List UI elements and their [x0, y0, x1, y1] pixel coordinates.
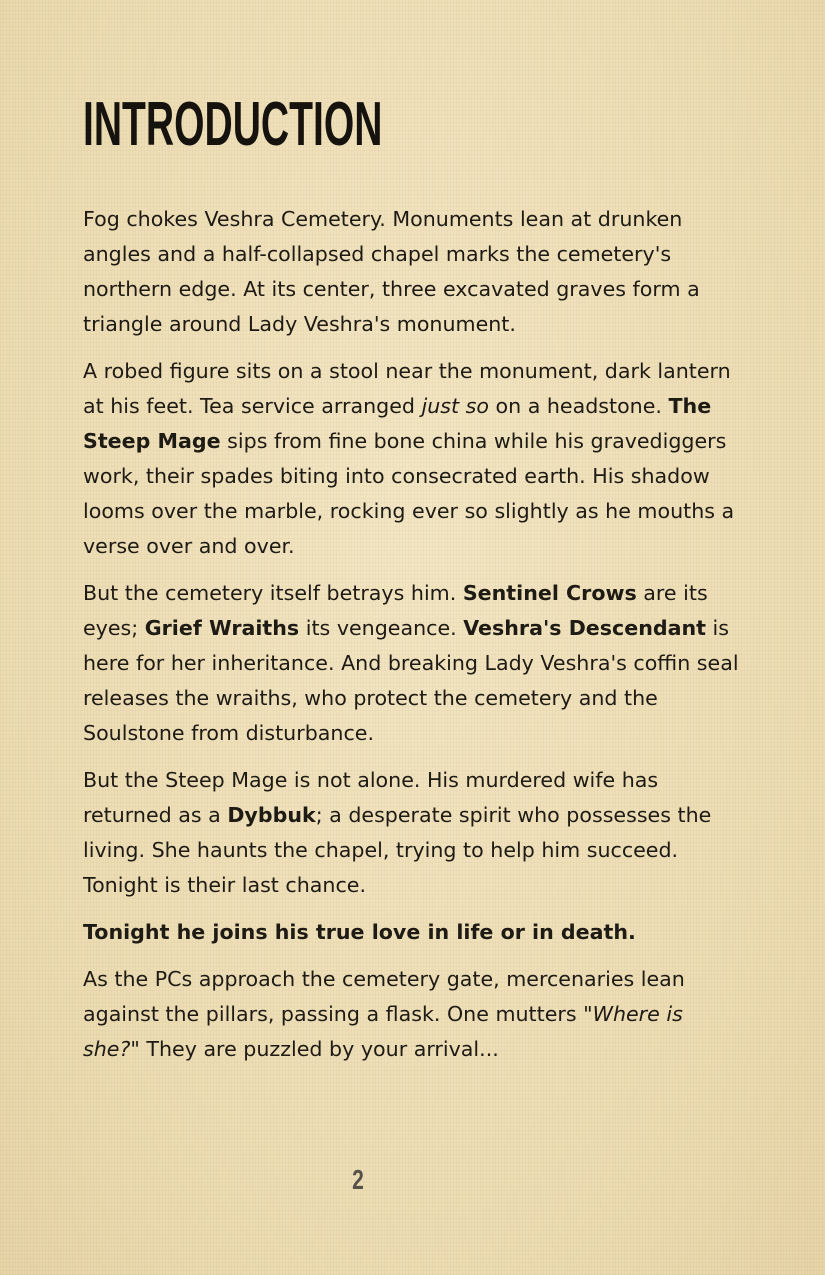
paragraph-text: are its eyes;: [83, 581, 708, 640]
paragraph-text: As the PCs approach the cemetery gate, mercenaries lean against the pillars, passing a flask. One mutters: [83, 967, 685, 1026]
paragraph-text: its vengeance.: [299, 616, 464, 640]
emphasis-quote: "Where is she?": [83, 1002, 683, 1061]
paragraph-robed-figure: [83, 354, 743, 564]
paragraph-text: sips from fine bone china while his gravediggers work, their spades biting into consecrated earth. His shadow looms over the marble, rocking ever so slightly as he mouths a verse over and over.: [83, 429, 735, 558]
paragraph-approach: [83, 962, 743, 1067]
bold-name-dybbuk: Dybbuk: [227, 803, 316, 827]
emphasis-text: just so: [421, 394, 489, 418]
paragraph-text: But the Steep Mage is not alone. His murdered wife has returned as a: [83, 768, 659, 827]
paragraph-cemetery-betrays: [83, 576, 743, 751]
bold-name-veshras-descendant: Veshra's Descendant: [463, 616, 707, 640]
bold-tagline: Tonight he joins his true love in life or in death.: [83, 920, 636, 944]
paragraph-fog: [83, 202, 743, 342]
page-number: 2: [352, 1164, 364, 1195]
bold-name-steep-mage: The Steep Mage: [83, 394, 712, 453]
paragraph-text: ; a desperate spirit who possesses the living. She haunts the chapel, trying to help him succeed. Tonight is their last chance.: [83, 803, 712, 897]
paragraph-text: is here for her inheritance. And breaking Lady Veshra's coffin seal releases the wraiths, who protect the cemetery and the Soulstone from disturbance.: [83, 616, 739, 745]
bold-name-grief-wraiths: Grief Wraiths: [144, 616, 300, 640]
paragraph-text: But the cemetery itself betrays him.: [83, 581, 463, 605]
paragraph-text: on a headstone.: [488, 394, 669, 418]
paragraph-text: They are puzzled by your arrival...: [139, 1037, 499, 1061]
page-title: INTRODUCTION: [83, 90, 383, 159]
paragraph-tagline: [83, 915, 743, 950]
page-content: [83, 90, 743, 1079]
paragraph-text: A robed figure sits on a stool near the monument, dark lantern at his feet. Tea service arranged: [83, 359, 731, 418]
paragraph-not-alone: [83, 763, 743, 903]
paragraph-text: Fog chokes Veshra Cemetery. Monuments lean at drunken angles and a half-collapsed chapel marks the cemetery's northern edge. At its center, three excavated graves form a triangle around Lady Veshra's monument.: [83, 207, 700, 336]
bold-name-sentinel-crows: Sentinel Crows: [462, 581, 637, 605]
